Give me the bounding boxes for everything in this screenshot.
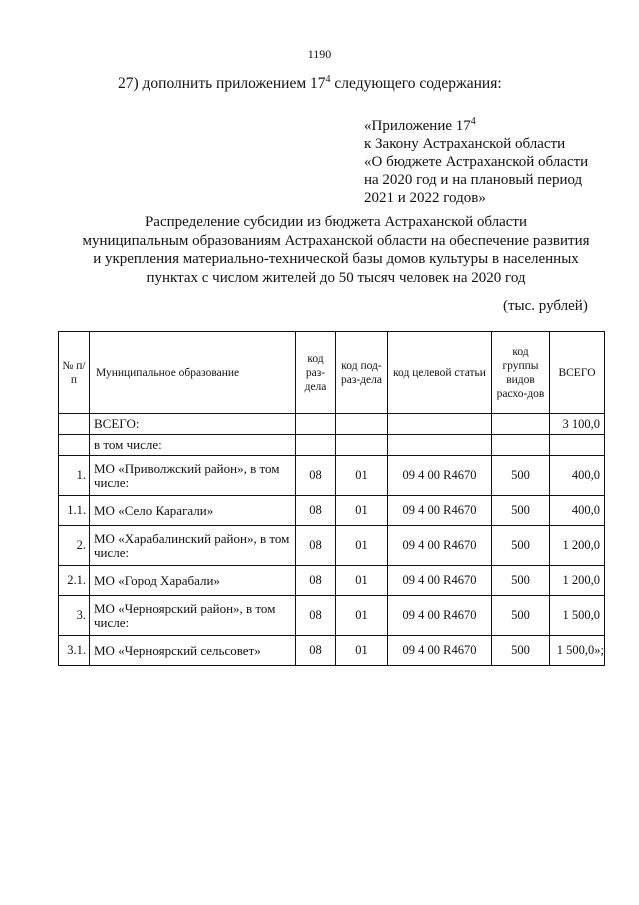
cell-name: МО «Приволжский район», в том числе:: [90, 456, 296, 496]
cell-group: 500: [492, 456, 550, 496]
cell-total: 1 500,0: [550, 596, 605, 636]
cell-group: 500: [492, 596, 550, 636]
cell-name: МО «Город Харабали»: [90, 566, 296, 596]
cell-group: 500: [492, 496, 550, 526]
cell-target: [388, 414, 492, 435]
cell-subsection: 01: [336, 526, 388, 566]
cell-section: 08: [296, 596, 336, 636]
cell-name: МО «Черноярский сельсовет»: [90, 636, 296, 666]
cell-section: 08: [296, 636, 336, 666]
appendix-line-1: «Приложение $17^4$: [364, 116, 476, 134]
cell-section: [296, 435, 336, 456]
appendix-line-5: 2021 и 2022 годов»: [364, 190, 486, 206]
table-header-row: [59, 332, 605, 414]
cell-target: 09 4 00 R4670: [388, 496, 492, 526]
cell-target: 09 4 00 R4670: [388, 526, 492, 566]
cell-target: 09 4 00 R4670: [388, 566, 492, 596]
appendix-line-3: «О бюджете Астраханской области: [364, 154, 589, 170]
header-name: Муниципальное образование: [90, 332, 296, 414]
appendix-reference: [364, 113, 588, 207]
cell-group: 500: [492, 526, 550, 566]
document-heading: [0, 213, 639, 287]
cell-total: 400,0: [550, 496, 605, 526]
cell-total: 400,0: [550, 456, 605, 496]
cell-section: [296, 414, 336, 435]
cell-num: 2.1.: [59, 566, 90, 596]
amendment-text-after: следующего содержания:: [330, 75, 502, 93]
header-subsection: код под-раз-дела: [336, 332, 388, 414]
cell-target: [388, 435, 492, 456]
cell-target: 09 4 00 R4670: [388, 636, 492, 666]
cell-group: 500: [492, 636, 550, 666]
cell-total: [550, 435, 605, 456]
cell-target: 09 4 00 R4670: [388, 456, 492, 496]
cell-name: ВСЕГО:: [90, 414, 296, 435]
cell-subsection: [336, 435, 388, 456]
cell-total: 1 200,0: [550, 526, 605, 566]
cell-total: 1 500,0»;: [550, 636, 605, 666]
header-total: ВСЕГО: [550, 332, 605, 414]
cell-target: 09 4 00 R4670: [388, 596, 492, 636]
amendment-superscript: 4: [325, 74, 331, 85]
cell-total: 3 100,0: [550, 414, 605, 435]
table-row: [59, 526, 605, 566]
table-row: [59, 566, 605, 596]
cell-section: 08: [296, 496, 336, 526]
cell-group: 500: [492, 566, 550, 596]
cell-name: МО «Черноярский район», в том числе:: [90, 596, 296, 636]
cell-subsection: 01: [336, 596, 388, 636]
cell-num: 1.: [59, 456, 90, 496]
cell-num: 1.1.: [59, 496, 90, 526]
heading-line: пунктах с числом жителей до 50 тысяч человек на 2020 год: [146, 269, 526, 286]
amendment-text-before: 27) дополнить приложением 17: [118, 75, 326, 93]
cell-subsection: 01: [336, 636, 388, 666]
table-row: [59, 496, 605, 526]
amendment-text: [118, 74, 502, 93]
cell-num: [59, 435, 90, 456]
subsidy-table: [58, 331, 605, 666]
heading-line: Распределение субсидии из бюджета Астраханской области: [144, 214, 528, 230]
cell-num: 2.: [59, 526, 90, 566]
cell-group: [492, 435, 550, 456]
cell-subsection: [336, 414, 388, 435]
appendix-superscript: 4: [470, 116, 476, 127]
cell-num: 3.: [59, 596, 90, 636]
units-label: (тыс. рублей): [503, 298, 588, 314]
table-row: [59, 636, 605, 666]
cell-subsection: 01: [336, 456, 388, 496]
cell-section: 08: [296, 526, 336, 566]
table-row: [59, 456, 605, 496]
cell-name: МО «Село Карагали»: [90, 496, 296, 526]
header-group: код группы видов расхо-дов: [492, 332, 550, 414]
appendix-line-4: на 2020 год и на плановый период: [364, 172, 583, 188]
cell-num: 3.1.: [59, 636, 90, 666]
cell-name: в том числе:: [90, 435, 296, 456]
cell-name: МО «Харабалинский район», в том числе:: [90, 526, 296, 566]
cell-subsection: 01: [336, 496, 388, 526]
header-target: код целевой статьи: [388, 332, 492, 414]
cell-total: 1 200,0: [550, 566, 605, 596]
cell-section: 08: [296, 456, 336, 496]
cell-section: 08: [296, 566, 336, 596]
page-number: 1190: [307, 47, 332, 61]
table-row: [59, 596, 605, 636]
header-section: код раз-дела: [296, 332, 336, 414]
appendix-line-2: к Закону Астраханской области: [364, 136, 566, 152]
table-row: [59, 414, 605, 435]
heading-line: и укрепления материально-технической базы домов культуры в населенных: [93, 251, 579, 267]
cell-num: [59, 414, 90, 435]
table-row: [59, 435, 605, 456]
header-num: № п/п: [59, 332, 90, 414]
cell-group: [492, 414, 550, 435]
cell-subsection: 01: [336, 566, 388, 596]
heading-line: муниципальным образованиям Астраханской области на обеспечение развития: [82, 232, 590, 249]
